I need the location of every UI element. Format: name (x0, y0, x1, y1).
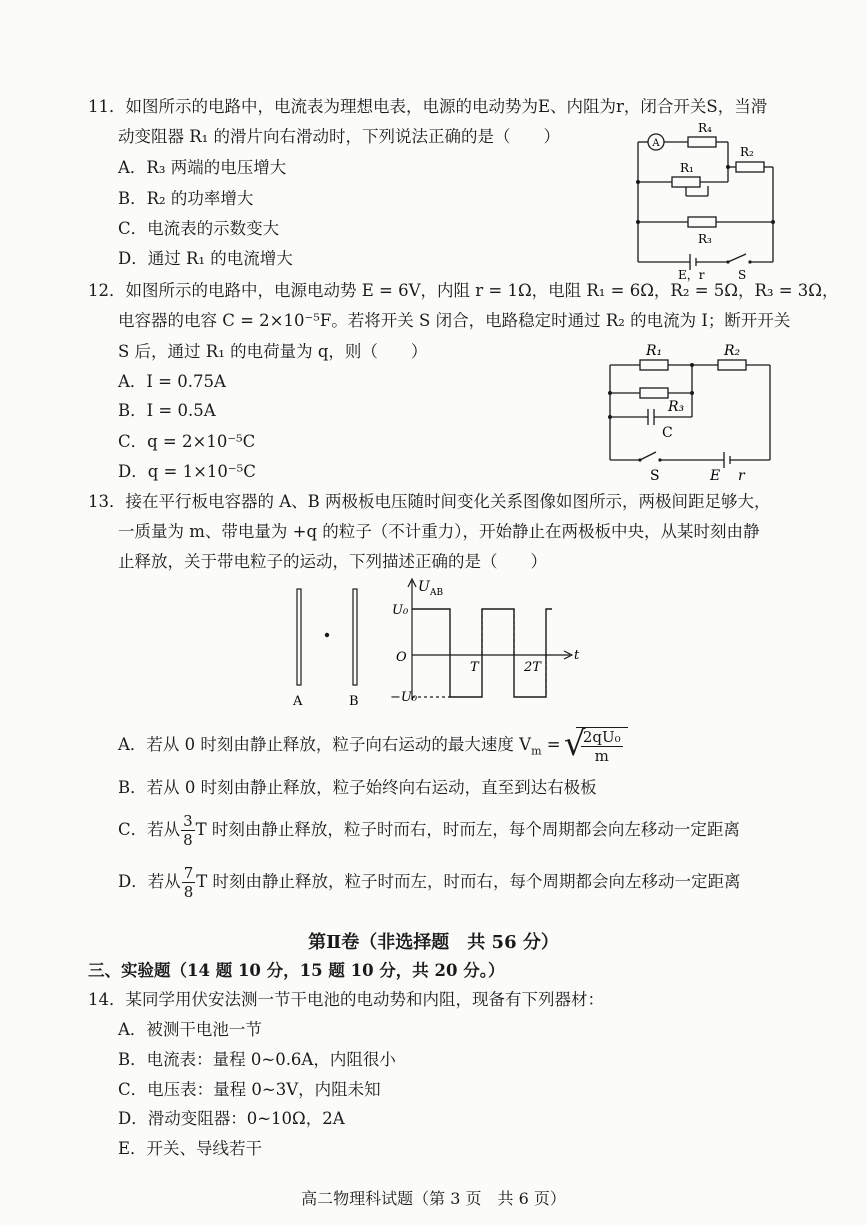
q12-stem-line3: S 后，通过 R₁ 的电荷量为 q，则（ ） (118, 342, 428, 361)
q11-ammeter-label: A (652, 138, 660, 149)
page-footer: 高二物理科试题（第 3 页 共 6 页） (301, 1189, 566, 1208)
q14-stem: 14．某同学用伏安法测一节干电池的电动势和内阻，现备有下列器材： (88, 990, 604, 1009)
q12-option-a: A．I = 0.75A (118, 372, 226, 391)
q13-option-c (118, 808, 740, 852)
q14-item-e: E．开关、导线若干 (118, 1139, 263, 1158)
q13-option-a-sub: m (531, 744, 542, 758)
q11-r1-label: R₁ (680, 161, 694, 175)
q13-option-d-prefix: D．若从 (118, 872, 181, 891)
q13-graph-x-label: t (574, 648, 580, 663)
q12-capacitor-label: C (662, 425, 673, 441)
q11-stem-line1: 11．如图所示的电路中，电流表为理想电表，电源的电动势为E、内阻为r，闭合开关S，当滑 (88, 97, 768, 116)
q13-graph-y-label: U (418, 579, 430, 595)
q13-graph-neg-u0: −U₀ (390, 690, 418, 705)
q13-voltage-graph (390, 575, 590, 710)
q12-stem-line1: 12．如图所示的电路中，电源电动势 E = 6V，内阻 r = 1Ω，电阻 R₁ = 6Ω，R₂ = 5Ω，R₃ = 3Ω， (88, 281, 839, 300)
q12-internal-label: r (738, 468, 745, 484)
q13-option-a-eq: = (541, 735, 566, 754)
q13-graph-u0: U₀ (392, 603, 409, 618)
q13-option-d (118, 860, 741, 904)
q12-r3-label: R₃ (668, 399, 685, 415)
q13-option-a-num: 2qU₀ (582, 728, 621, 746)
q11-option-a: A．R₃ 两端的电压增大 (118, 158, 287, 177)
q11-option-b: B．R₂ 的功率增大 (118, 189, 254, 208)
q13-option-a-sqrt: √ $\frac{\text{2qU₀}}{m}$ (566, 724, 628, 768)
q11-r4-label: R₄ (698, 121, 712, 135)
q13-option-c-num: 3 (183, 812, 193, 830)
q13-graph-origin: O (396, 650, 407, 665)
q11-r2-label: R₂ (740, 145, 754, 159)
q13-stem-line3: 止释放，关于带电粒子的运动，下列描述正确的是（ ） (118, 552, 547, 571)
q12-stem-line2: 电容器的电容 C = 2×10⁻⁵F。若将开关 S 闭合，电路稳定时通过 R₂ 的电流为 I；断开开关 (118, 311, 791, 330)
q14-item-b: B．电流表：量程 0~0.6A，内阻很小 (118, 1050, 396, 1069)
part-3-heading: 三、实验题（14 题 10 分，15 题 10 分，共 20 分。） (88, 961, 505, 980)
q13-option-a-text: A．若从 0 时刻由静止释放，粒子向右运动的最大速度 V (118, 735, 532, 754)
q11-circuit-diagram (628, 112, 788, 282)
q13-option-d-num: 7 (183, 864, 194, 882)
q12-circuit-diagram (600, 335, 780, 485)
q14-item-c: C．电压表：量程 0~3V，内阻未知 (118, 1080, 381, 1099)
q11-r3-label: R₃ (698, 232, 712, 246)
q12-switch-label: S (650, 468, 660, 484)
q13-graph-y-sub: AB (430, 588, 444, 598)
q13-plate-b-label: B (349, 694, 359, 709)
q12-option-d: D．q = 1×10⁻⁵C (118, 462, 256, 481)
q13-option-d-den: 8 (183, 883, 194, 901)
q13-option-a-den: m (594, 747, 609, 765)
q11-source-label: E，r (678, 268, 705, 282)
q12-option-c: C．q = 2×10⁻⁵C (118, 432, 256, 451)
q13-option-b: B．若从 0 时刻由静止释放，粒子始终向右运动，直至到达右极板 (118, 778, 597, 797)
q13-graph-2t: 2T (524, 660, 541, 675)
q13-stem-line2: 一质量为 m、带电量为 +q 的粒子（不计重力），开始静止在两极板中央，从某时刻由静 (118, 522, 760, 541)
q13-particle (325, 633, 329, 637)
q11-option-c: C．电流表的示数变大 (118, 219, 280, 238)
q13-graph-t: T (470, 660, 479, 675)
q13-option-c-suffix: T 时刻由静止释放，粒子时而右，时而左，每个周期都会向左移动一定距离 (195, 820, 740, 839)
q14-item-a: A．被测干电池一节 (118, 1020, 262, 1039)
q13-option-d-suffix: T 时刻由静止释放，粒子时而左，时而右，每个周期都会向左移动一定距离 (196, 872, 741, 891)
q13-capacitor-plates (285, 585, 375, 710)
q13-option-c-prefix: C．若从 (118, 820, 181, 839)
q12-r2-label: R₂ (724, 343, 741, 359)
q12-r1-label: R₁ (646, 343, 663, 359)
q13-plate-a-label: A (293, 694, 303, 709)
q14-item-d: D．滑动变阻器：0~10Ω，2A (118, 1109, 345, 1128)
q11-stem-line2: 动变阻器 R₁ 的滑片向右滑动时，下列说法正确的是（ ） (118, 127, 561, 146)
q13-stem-line1: 13．接在平行板电容器的 A、B 两极板电压随时间变化关系图像如图所示，两极间距足够大， (88, 492, 771, 511)
q12-emf-label: E (710, 468, 721, 484)
section-2-title: 第Ⅱ卷（非选择题 共 56 分） (308, 932, 559, 953)
q12-option-b: B．I = 0.5A (118, 401, 216, 420)
q13-option-a (118, 723, 628, 773)
q13-option-c-den: 8 (183, 831, 193, 849)
q11-option-d: D．通过 R₁ 的电流增大 (118, 249, 293, 268)
q11-switch-label: S (738, 268, 747, 282)
